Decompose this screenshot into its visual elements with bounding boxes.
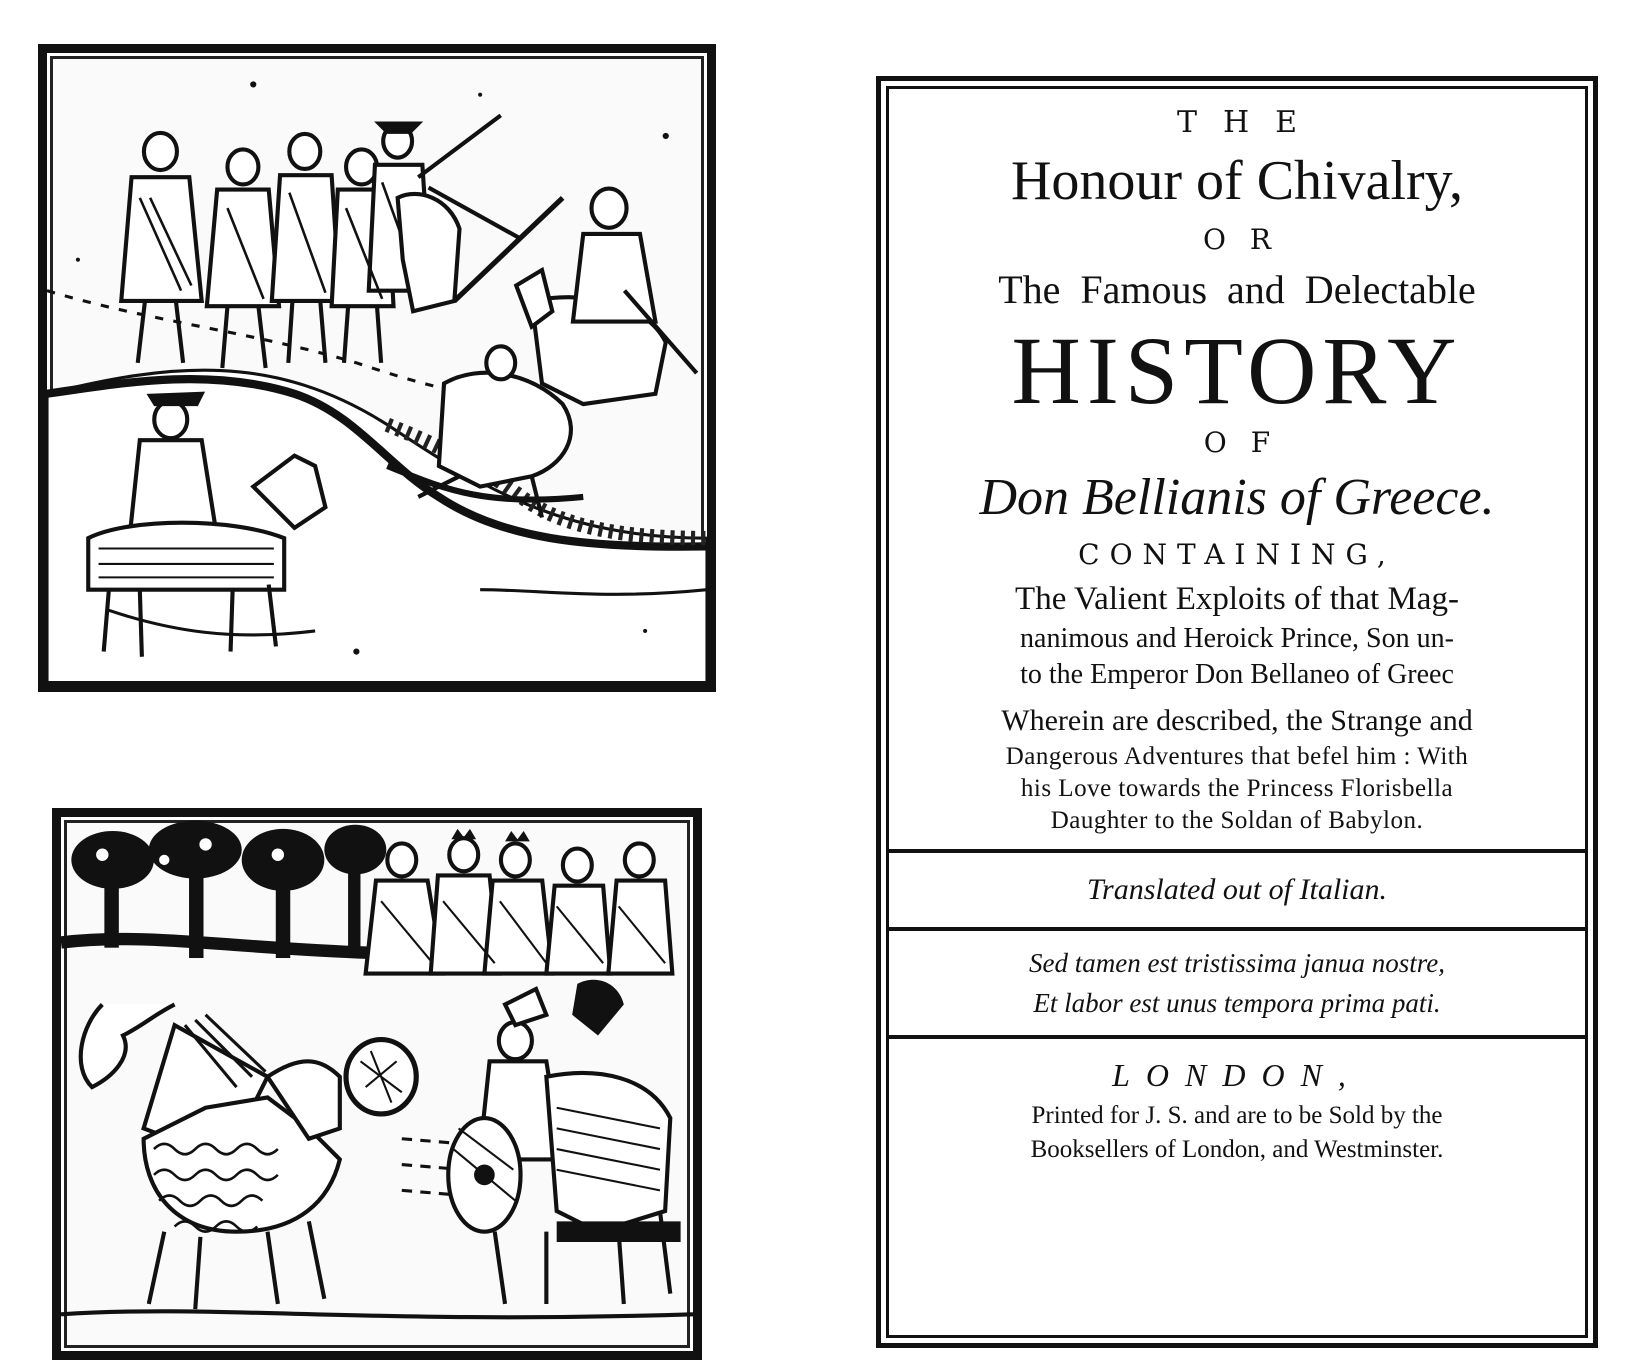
imprint-line: Booksellers of London, and Westminster. — [1030, 1136, 1444, 1163]
description-line: The Valient Exploits of that Mag- — [1015, 581, 1459, 617]
description-line: nanimous and Heroick Prince, Son un- — [1020, 623, 1454, 654]
title-page — [876, 76, 1598, 1348]
translation-note: Translated out of Italian. — [1086, 873, 1388, 906]
book-subtitle: The Famous and Delectable — [998, 267, 1476, 312]
adventures-line: his Love towards the Princess Florisbella — [1020, 775, 1454, 802]
rule-divider — [889, 927, 1585, 931]
title-the: THE — [1176, 105, 1324, 140]
woodcut-knight-and-dragon — [52, 808, 702, 1360]
rule-divider — [889, 1035, 1585, 1039]
woodcut-travellers-and-horsemen — [38, 44, 716, 692]
title-hero: Don Bellianis of Greece. — [979, 469, 1495, 526]
imprint-line: Printed for J. S. and are to be Sold by the — [1031, 1102, 1443, 1129]
adventures-line: Dangerous Adventures that befel him : With — [1005, 743, 1469, 770]
woodcut-travellers-illustration — [47, 53, 707, 683]
title-or: OR — [1202, 223, 1296, 256]
title-containing: CONTAINING, — [1078, 538, 1396, 571]
latin-motto-line: Et labor est unus tempora prima pati. — [1033, 988, 1441, 1018]
adventures-line: Wherein are described, the Strange and — [1001, 704, 1473, 737]
woodcut-dragon-illustration — [61, 817, 693, 1351]
description-line: to the Emperor Don Bellaneo of Greec — [1020, 659, 1454, 690]
imprint-city: LONDON, — [1112, 1057, 1362, 1093]
adventures-line: Daughter to the Soldan of Babylon. — [1050, 807, 1424, 834]
title-history: HISTORY — [1011, 317, 1463, 424]
rule-divider — [889, 849, 1585, 853]
title-of: OF — [1203, 426, 1295, 459]
book-title: Honour of Chivalry, — [1010, 150, 1464, 212]
latin-motto-line: Sed tamen est tristissima janua nostre, — [1029, 948, 1445, 978]
title-page-text — [909, 103, 1565, 1167]
